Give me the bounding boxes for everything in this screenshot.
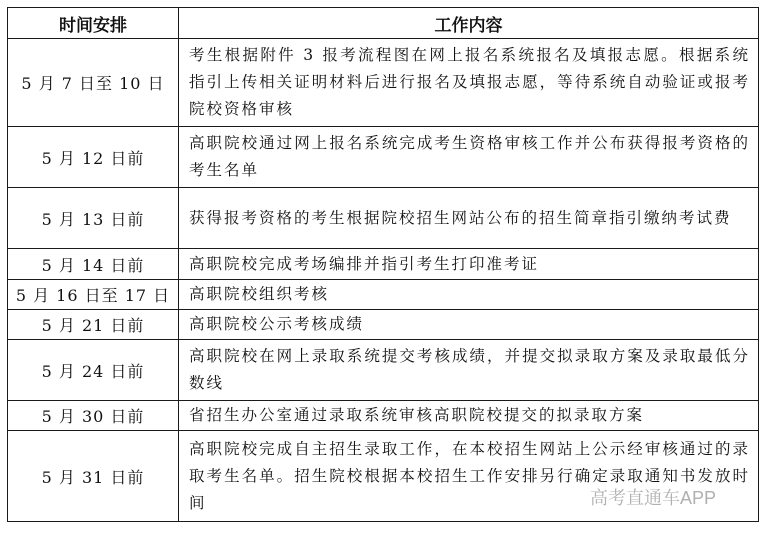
time-cell: 5 月 31 日前 [8, 431, 179, 522]
content-cell: 考生根据附件 3 报考流程图在网上报名系统报名及填报志愿。根据系统指引上传相关证明材料后进行报名及填报志愿，等待系统自动验证或报考院校资格审核 [179, 39, 759, 127]
table-row [8, 340, 759, 401]
document-page [7, 7, 758, 522]
table-row [8, 188, 759, 249]
content-cell: 高职院校组织考核 [179, 280, 759, 310]
header-time: 时间安排 [8, 8, 179, 39]
time-cell: 5 月 30 日前 [8, 401, 179, 431]
time-cell: 5 月 16 日至 17 日 [8, 280, 179, 310]
time-cell: 5 月 21 日前 [8, 310, 179, 340]
time-cell: 5 月 14 日前 [8, 249, 179, 280]
table-row [8, 280, 759, 310]
schedule-table [7, 7, 759, 522]
time-cell: 5 月 7 日至 10 日 [8, 39, 179, 127]
content-cell: 高职院校完成自主招生录取工作，在本校招生网站上公示经审核通过的录取考生名单。招生院校根据本校招生工作安排另行确定录取通知书发放时间 [179, 431, 759, 522]
time-cell: 5 月 24 日前 [8, 340, 179, 401]
time-cell: 5 月 13 日前 [8, 188, 179, 249]
content-cell: 高职院校公示考核成绩 [179, 310, 759, 340]
content-cell: 省招生办公室通过录取系统审核高职院校提交的拟录取方案 [179, 401, 759, 431]
header-content: 工作内容 [179, 8, 759, 39]
table-row [8, 310, 759, 340]
content-cell: 高职院校完成考场编排并指引考生打印准考证 [179, 249, 759, 280]
content-cell: 获得报考资格的考生根据院校招生网站公布的招生简章指引缴纳考试费 [179, 188, 759, 249]
watermark: 高考直通车APP [590, 488, 717, 508]
content-cell: 高职院校在网上录取系统提交考核成绩，并提交拟录取方案及录取最低分数线 [179, 340, 759, 401]
table-header-row [8, 8, 759, 39]
table-row [8, 39, 759, 127]
table-row [8, 127, 759, 188]
content-cell: 高职院校通过网上报名系统完成考生资格审核工作并公布获得报考资格的考生名单 [179, 127, 759, 188]
table-row [8, 249, 759, 280]
table-row [8, 401, 759, 431]
time-cell: 5 月 12 日前 [8, 127, 179, 188]
